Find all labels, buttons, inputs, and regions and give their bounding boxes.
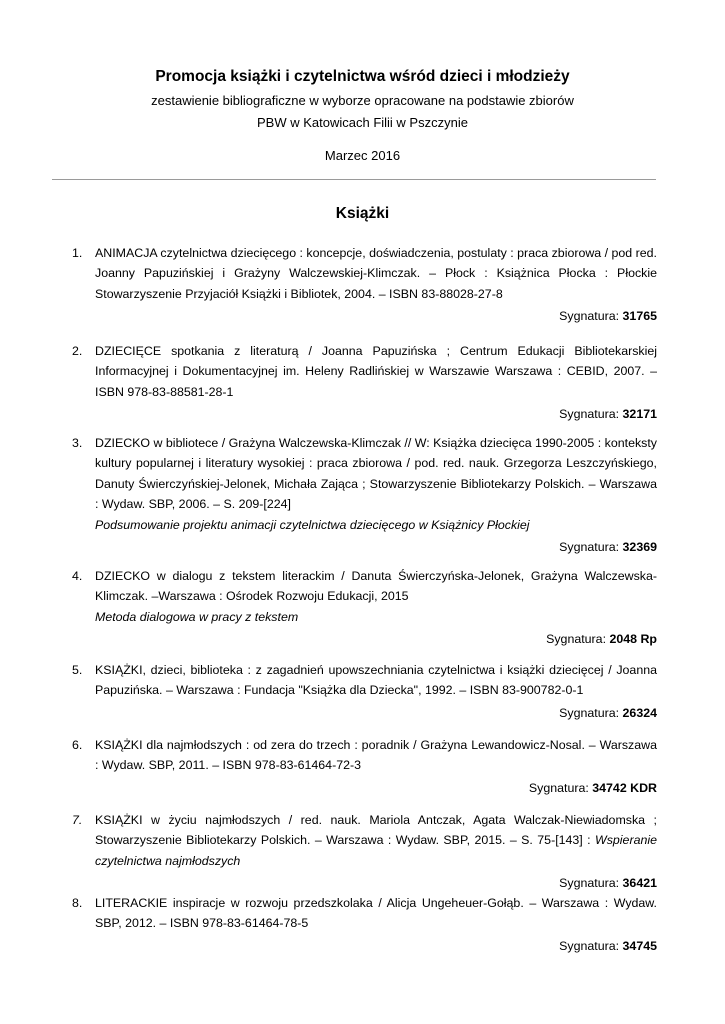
signature-value: 36421	[622, 876, 657, 891]
bibliography-entry	[72, 243, 657, 327]
bibliography-entry	[72, 341, 657, 425]
entry-note: Metoda dialogowa w pracy z tekstem	[95, 609, 299, 624]
entry-citation: LITERACKIE inspiracje w rozwoju przedszkolaka / Alicja Ungeheuer-Gołąb. – Warszawa : Wydaw. SBP, 2012. – ISBN 978-83-61464-78-5	[95, 896, 657, 931]
signature-label: Sygnatura:	[559, 309, 623, 324]
entry-signature	[72, 404, 657, 424]
entry-number: 1.	[72, 246, 83, 260]
signature-label: Sygnatura:	[559, 705, 623, 720]
signature-label: Sygnatura:	[528, 780, 593, 795]
signature-value: 32369	[622, 540, 657, 555]
bibliography-entry	[72, 735, 657, 798]
entry-number: 3.	[72, 436, 83, 450]
entry-signature	[72, 873, 657, 893]
entry-citation: KSIĄŻKI dla najmłodszych : od zera do trzech : poradnik / Grażyna Lewandowicz-Nosal. – Warszawa : Wydaw. SBP, 2011. – ISBN 978-83-61464-72-3	[95, 738, 657, 773]
entry-citation: DZIECKO w dialogu z tekstem literackim / Danuta Świerczyńska-Jelonek, Grażyna Walczewska-Klimczak. –Warszawa : Ośrodek Rozwoju Edukacji, 2015	[95, 569, 657, 604]
entry-citation: ANIMACJA czytelnictwa dziecięcego : koncepcje, doświadczenia, postulaty : praca zbiorowa / pod red. Joanny Papuzińskiej i Grażyny Walczewskiej-Klimczak. – Płock : Książnica Płocka : Płockie Stowarzyszenie Przyjaciół Książki i Bibliotek, 2004. – ISBN 83-88028-27-8	[95, 246, 657, 301]
entry-citation: DZIECIĘCE spotkania z literaturą / Joanna Papuzińska ; Centrum Edukacji Bibliotekarskiej Informacyjnej i Dokumentacyjnej im. Heleny Radlińskiej w Warszawie Warszawa : CEBID, 2007. – ISBN 978-83-88581-28-1	[95, 344, 657, 399]
document-subtitle-line-2: PBW w Katowicach Filii w Pszczynie	[257, 115, 468, 130]
signature-value: 34745	[622, 938, 657, 953]
entry-signature	[72, 703, 657, 723]
document-date: Marzec 2016	[324, 148, 401, 163]
document-title: Promocja książki i czytelnictwa wśród dzieci i młodzieży	[155, 68, 570, 85]
entry-signature	[72, 306, 657, 326]
entry-number: 6.	[72, 738, 83, 752]
entry-signature	[72, 936, 657, 956]
entry-signature	[72, 778, 657, 798]
signature-value: 32171	[622, 407, 657, 422]
entry-number: 4.	[72, 569, 83, 583]
document-subtitle-line-1: zestawienie bibliograficzne w wyborze opracowane na podstawie zbiorów	[151, 93, 574, 108]
entry-citation: KSIĄŻKI w życiu najmłodszych / red. nauk. Mariola Antczak, Agata Walczak-Niewiadomska ; Stowarzyszenie Bibliotekarzy Polskich. – Warszawa : Wydaw. SBP, 2015. – S. 75-[143] :	[95, 813, 657, 848]
entry-signature	[72, 629, 657, 649]
entry-note: Wspieranie czytelnictwa najmłodszych	[95, 833, 657, 868]
signature-value: 31765	[622, 309, 657, 324]
section-title: Książki	[335, 205, 390, 222]
signature-label: Sygnatura:	[559, 938, 623, 953]
entry-number: 5.	[72, 663, 83, 677]
horizontal-divider	[52, 179, 656, 180]
signature-label: Sygnatura:	[559, 876, 623, 891]
entry-number: 8.	[72, 896, 83, 910]
entry-citation: KSIĄŻKI, dzieci, biblioteka : z zagadnień upowszechniania czytelnictwa i książki dziecięcej / Joanna Papuzińska. – Warszawa : Fundacja "Książka dla Dziecka", 1992. – ISBN 83-900782-0-1	[95, 663, 657, 698]
bibliography-entry	[72, 893, 657, 956]
bibliography-entry	[72, 433, 657, 557]
entry-citation: DZIECKO w bibliotece / Grażyna Walczewska-Klimczak // W: Książka dziecięca 1990-2005 : konteksty kultury popularnej i literatury wysokiej : praca zbiorowa / pod. red. nauk. Grzegorza Leszczyńskiego, Danuty Świerczyńskiej-Jelonek, Michała Zająca ; Stowarzyszenie Bibliotekarzy Polskich. – Warszawa : Wydaw. SBP, 2006. – S. 209-[224]	[95, 436, 657, 512]
signature-value: 26324	[622, 705, 657, 720]
bibliography-entry	[72, 660, 657, 723]
signature-label: Sygnatura:	[546, 632, 610, 647]
entry-number: 7.	[72, 813, 83, 827]
entry-number: 2.	[72, 344, 83, 358]
signature-label: Sygnatura:	[559, 540, 623, 555]
entry-note: Podsumowanie projektu animacji czytelnictwa dziecięcego w Książnicy Płockiej	[95, 517, 530, 532]
entry-signature	[72, 537, 657, 557]
signature-value: 2048 Rp	[609, 632, 657, 647]
bibliography-entry	[72, 810, 657, 894]
signature-value: 34742 KDR	[592, 780, 657, 795]
bibliography-entry	[72, 566, 657, 650]
signature-label: Sygnatura:	[559, 407, 623, 422]
